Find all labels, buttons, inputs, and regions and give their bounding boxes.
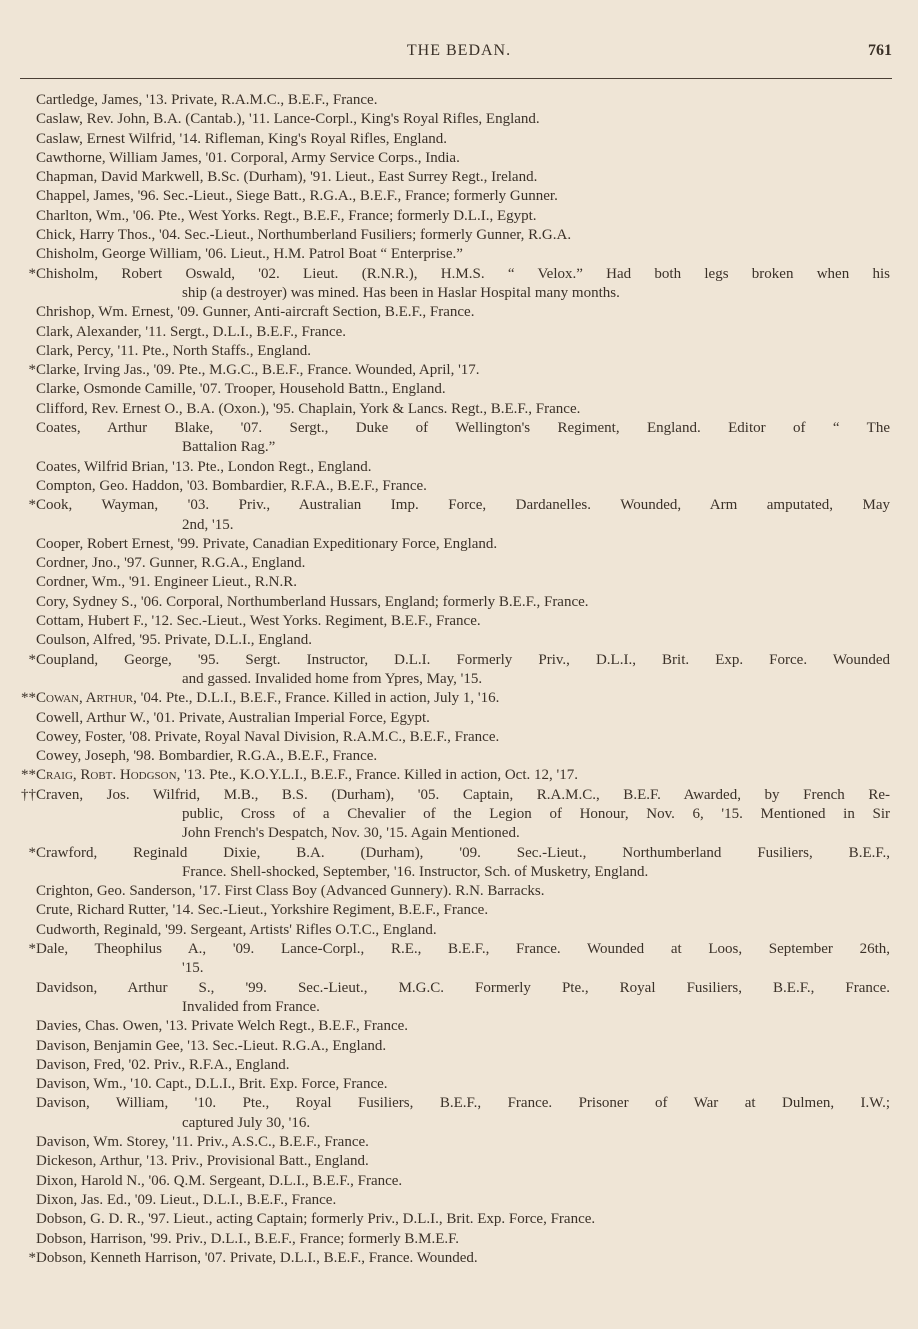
honour-mark: * xyxy=(28,1249,36,1266)
entry-continuation: Invalided from France. xyxy=(182,998,320,1015)
entry-text: Cottam, Hubert F., '12. Sec.-Lieut., West Yorks. Regiment, B.E.F., France. xyxy=(36,613,481,630)
entry-text: Compton, Geo. Haddon, '03. Bombardier, R.F.A., B.E.F., France. xyxy=(36,477,427,494)
entry-text: Clifford, Rev. Ernest O., B.A. (Oxon.), '95. Chaplain, York & Lancs. Regt., B.E.F., France. xyxy=(36,400,581,417)
list-item xyxy=(14,496,890,535)
entry-text: Coates, Wilfrid Brian, '13. Pte., London Regt., England. xyxy=(36,458,372,475)
entry-text: Dixon, Jas. Ed., '09. Lieut., D.L.I., B.E.F., France. xyxy=(36,1191,337,1208)
entry-text: Cordner, Jno., '97. Gunner, R.G.A., England. xyxy=(36,555,306,572)
entry-continuation: '15. xyxy=(182,960,204,977)
entry-text: Clark, Alexander, '11. Sergt., D.L.I., B.E.F., France. xyxy=(36,323,347,340)
list-item xyxy=(14,1152,890,1171)
list-item xyxy=(14,477,890,496)
entry-text: Cooper, Robert Ernest, '99. Private, Canadian Expeditionary Force, England. xyxy=(36,535,498,552)
entry-text: Crighton, Geo. Sanderson, '17. First Class Boy (Advanced Gunnery). R.N. Barracks. xyxy=(36,883,545,900)
list-item xyxy=(14,303,890,322)
list-item xyxy=(14,747,890,766)
entry-text: Dixon, Harold N., '06. Q.M. Sergeant, D.L.I., B.E.F., France. xyxy=(36,1172,403,1189)
list-item xyxy=(14,1017,890,1036)
honour-mark: * xyxy=(28,844,36,861)
entry-text: Clarke, Irving Jas., '09. Pte., M.G.C., B.E.F., France. Wounded, April, '17. xyxy=(36,362,480,379)
entry-text: Cowan, Arthur, '04. Pte., D.L.I., B.E.F., France. Killed in action, July 1, '16. xyxy=(36,690,500,707)
entry-text: Caslaw, Rev. John, B.A. (Cantab.), '11. Lance-Corpl., King's Royal Rifles, England. xyxy=(36,111,540,128)
entry-text: Cowey, Joseph, '98. Bombardier, R.G.A., B.E.F., France. xyxy=(36,748,378,765)
entry-text: Chrishop, Wm. Ernest, '09. Gunner, Anti-aircraft Section, B.E.F., France. xyxy=(36,304,475,321)
list-item xyxy=(14,1056,890,1075)
entry-text: Crute, Richard Rutter, '14. Sec.-Lieut., Yorkshire Regiment, B.E.F., France. xyxy=(36,902,489,919)
honour-mark: ** xyxy=(21,767,36,784)
list-item xyxy=(14,130,890,149)
entry-text: Cordner, Wm., '91. Engineer Lieut., R.N.R. xyxy=(36,574,297,591)
entry-text: Cawthorne, William James, '01. Corporal, Army Service Corps., India. xyxy=(36,149,460,166)
entry-continuation: John French's Despatch, Nov. 30, '15. Again Mentioned. xyxy=(182,825,520,842)
list-item xyxy=(14,689,890,708)
header-rule xyxy=(20,78,892,79)
entry-name-small-caps: Cowan, Arthur xyxy=(36,690,134,707)
list-item xyxy=(14,1133,890,1152)
entry-continuation: France. Shell-shocked, September, '16. Instructor, Sch. of Musketry, England. xyxy=(182,863,649,880)
entry-continuation: ship (a destroyer) was mined. Has been in Haslar Hospital many months. xyxy=(182,284,620,301)
entry-text: Cudworth, Reginald, '99. Sergeant, Artists' Rifles O.T.C., England. xyxy=(36,921,437,938)
entry-text: Davies, Chas. Owen, '13. Private Welch Regt., B.E.F., France. xyxy=(36,1018,409,1035)
list-item xyxy=(14,1249,890,1268)
page-number: 761 xyxy=(868,42,892,59)
entry-continuation: Battalion Rag.” xyxy=(182,439,276,456)
entry-text: Chick, Harry Thos., '04. Sec.-Lieut., Northumberland Fusiliers; formerly Gunner, R.G.A. xyxy=(36,227,572,244)
list-item xyxy=(14,786,890,844)
list-item xyxy=(14,245,890,264)
list-item xyxy=(14,1191,890,1210)
list-item xyxy=(14,844,890,883)
entry-text: Chapman, David Markwell, B.Sc. (Durham), '91. Lieut., East Surrey Regt., Ireland. xyxy=(36,169,538,186)
list-item xyxy=(14,187,890,206)
entry-text: Dobson, Harrison, '99. Priv., D.L.I., B.E.F., France; formerly B.M.E.F. xyxy=(36,1230,460,1247)
entry-text: Crawford, Reginald Dixie, B.A. (Durham), '09. Sec.-Lieut., Northumberland Fusiliers, B.E.F., xyxy=(36,844,890,861)
entry-text: Davison, Wm. Storey, '11. Priv., A.S.C., B.E.F., France. xyxy=(36,1134,369,1151)
list-item xyxy=(14,535,890,554)
entry-text: Clark, Percy, '11. Pte., North Staffs., England. xyxy=(36,342,312,359)
honour-mark: * xyxy=(28,362,36,379)
honour-mark: †† xyxy=(21,786,36,803)
list-item xyxy=(14,342,890,361)
entry-text: Chisholm, George William, '06. Lieut., H.M. Patrol Boat “ Enterprise.” xyxy=(36,246,463,263)
list-item xyxy=(14,91,890,110)
entry-text: Chisholm, Robert Oswald, '02. Lieut. (R.N.R.), H.M.S. “ Velox.” Had both legs broken when his xyxy=(36,265,890,282)
list-item xyxy=(14,631,890,650)
entry-text: Cory, Sydney S., '06. Corporal, Northumberland Hussars, England; formerly B.E.F., France. xyxy=(36,593,589,610)
entry-text: Cowell, Arthur W., '01. Private, Australian Imperial Force, Egypt. xyxy=(36,709,430,726)
entry-text: Charlton, Wm., '06. Pte., West Yorks. Regt., B.E.F., France; formerly D.L.I., Egypt. xyxy=(36,207,537,224)
list-item xyxy=(14,1075,890,1094)
entry-text: Dickeson, Arthur, '13. Priv., Provisional Batt., England. xyxy=(36,1153,369,1170)
honour-mark: * xyxy=(28,265,36,282)
list-item xyxy=(14,265,890,304)
list-item xyxy=(14,419,890,458)
list-item xyxy=(14,1210,890,1229)
list-item xyxy=(14,612,890,631)
honour-mark: ** xyxy=(21,690,36,707)
entry-text: Chappel, James, '96. Sec.-Lieut., Siege Batt., R.G.A., B.E.F., France; formerly Gunner. xyxy=(36,188,558,205)
entry-text: Craven, Jos. Wilfrid, M.B., B.S. (Durham), '05. Captain, R.A.M.C., B.E.F. Awarded, by French Re- xyxy=(36,786,890,803)
entry-continuation: and gassed. Invalided home from Ypres, May, '15. xyxy=(182,670,483,687)
list-item xyxy=(14,380,890,399)
list-item xyxy=(14,1172,890,1191)
entry-continuation: captured July 30, '16. xyxy=(182,1114,311,1131)
list-item xyxy=(14,400,890,419)
entry-text: Davison, Fred, '02. Priv., R.F.A., England. xyxy=(36,1056,290,1073)
entry-text: Dale, Theophilus A., '09. Lance-Corpl., R.E., B.E.F., France. Wounded at Loos, September 26th, xyxy=(36,941,890,958)
roll-of-honour-list xyxy=(14,91,890,1268)
list-item xyxy=(14,593,890,612)
entry-text: Cook, Wayman, '03. Priv., Australian Imp. Force, Dardanelles. Wounded, Arm amputated, May xyxy=(36,497,890,514)
list-item xyxy=(14,1230,890,1249)
list-item xyxy=(14,458,890,477)
honour-mark: * xyxy=(28,941,36,958)
entry-text: Davidson, Arthur S., '99. Sec.-Lieut., M.G.C. Formerly Pte., Royal Fusiliers, B.E.F., France. xyxy=(36,979,890,996)
entry-text: Davison, Wm., '10. Capt., D.L.I., Brit. Exp. Force, France. xyxy=(36,1076,388,1093)
list-item xyxy=(14,728,890,747)
list-item xyxy=(14,361,890,380)
list-item xyxy=(14,110,890,129)
running-head-title: THE BEDAN. xyxy=(406,42,512,59)
entry-text: Coupland, George, '95. Sergt. Instructor, D.L.I. Formerly Priv., D.L.I., Brit. Exp. Force. Wounded xyxy=(36,651,890,668)
list-item xyxy=(14,149,890,168)
entry-text: Dobson, Kenneth Harrison, '07. Private, D.L.I., B.E.F., France. Wounded. xyxy=(36,1249,478,1266)
list-item xyxy=(14,651,890,690)
honour-mark: * xyxy=(28,497,36,514)
entry-text: Coulson, Alfred, '95. Private, D.L.I., England. xyxy=(36,632,312,649)
entry-text: Craig, Robt. Hodgson, '13. Pte., K.O.Y.L.I., B.E.F., France. Killed in action, Oct. 12, '17. xyxy=(36,767,578,784)
entry-continuation: public, Cross of a Chevalier of the Legion of Honour, Nov. 6, '15. Mentioned in Sir xyxy=(182,805,890,822)
entry-name-small-caps: Craig, Robt. Hodgson xyxy=(36,767,177,784)
entry-text: Coates, Arthur Blake, '07. Sergt., Duke of Wellington's Regiment, England. Editor of “ The xyxy=(36,420,890,437)
entry-text: Cartledge, James, '13. Private, R.A.M.C., B.E.F., France. xyxy=(36,92,378,108)
list-item xyxy=(14,882,890,901)
list-item xyxy=(14,709,890,728)
entry-text: Davison, Benjamin Gee, '13. Sec.-Lieut. R.G.A., England. xyxy=(36,1037,387,1054)
list-item xyxy=(14,573,890,592)
entry-continuation: 2nd, '15. xyxy=(182,516,234,533)
list-item xyxy=(14,323,890,342)
entry-text: Davison, William, '10. Pte., Royal Fusiliers, B.E.F., France. Prisoner of War at Dulmen, I.W.; xyxy=(36,1095,890,1112)
list-item xyxy=(14,226,890,245)
entry-text: Cowey, Foster, '08. Private, Royal Naval Division, R.A.M.C., B.E.F., France. xyxy=(36,728,500,745)
list-item xyxy=(14,766,890,785)
list-item xyxy=(14,921,890,940)
entry-text: Dobson, G. D. R., '97. Lieut., acting Captain; formerly Priv., D.L.I., Brit. Exp. Force, France. xyxy=(36,1211,596,1228)
entry-text: Clarke, Osmonde Camille, '07. Trooper, Household Battn., England. xyxy=(36,381,446,398)
list-item xyxy=(14,207,890,226)
list-item xyxy=(14,979,890,1018)
list-item xyxy=(14,554,890,573)
list-item xyxy=(14,1037,890,1056)
list-item xyxy=(14,940,890,979)
list-item xyxy=(14,168,890,187)
list-item xyxy=(14,1094,890,1133)
list-item xyxy=(14,901,890,920)
entry-text: Caslaw, Ernest Wilfrid, '14. Rifleman, King's Royal Rifles, England. xyxy=(36,130,447,147)
honour-mark: * xyxy=(28,651,36,668)
